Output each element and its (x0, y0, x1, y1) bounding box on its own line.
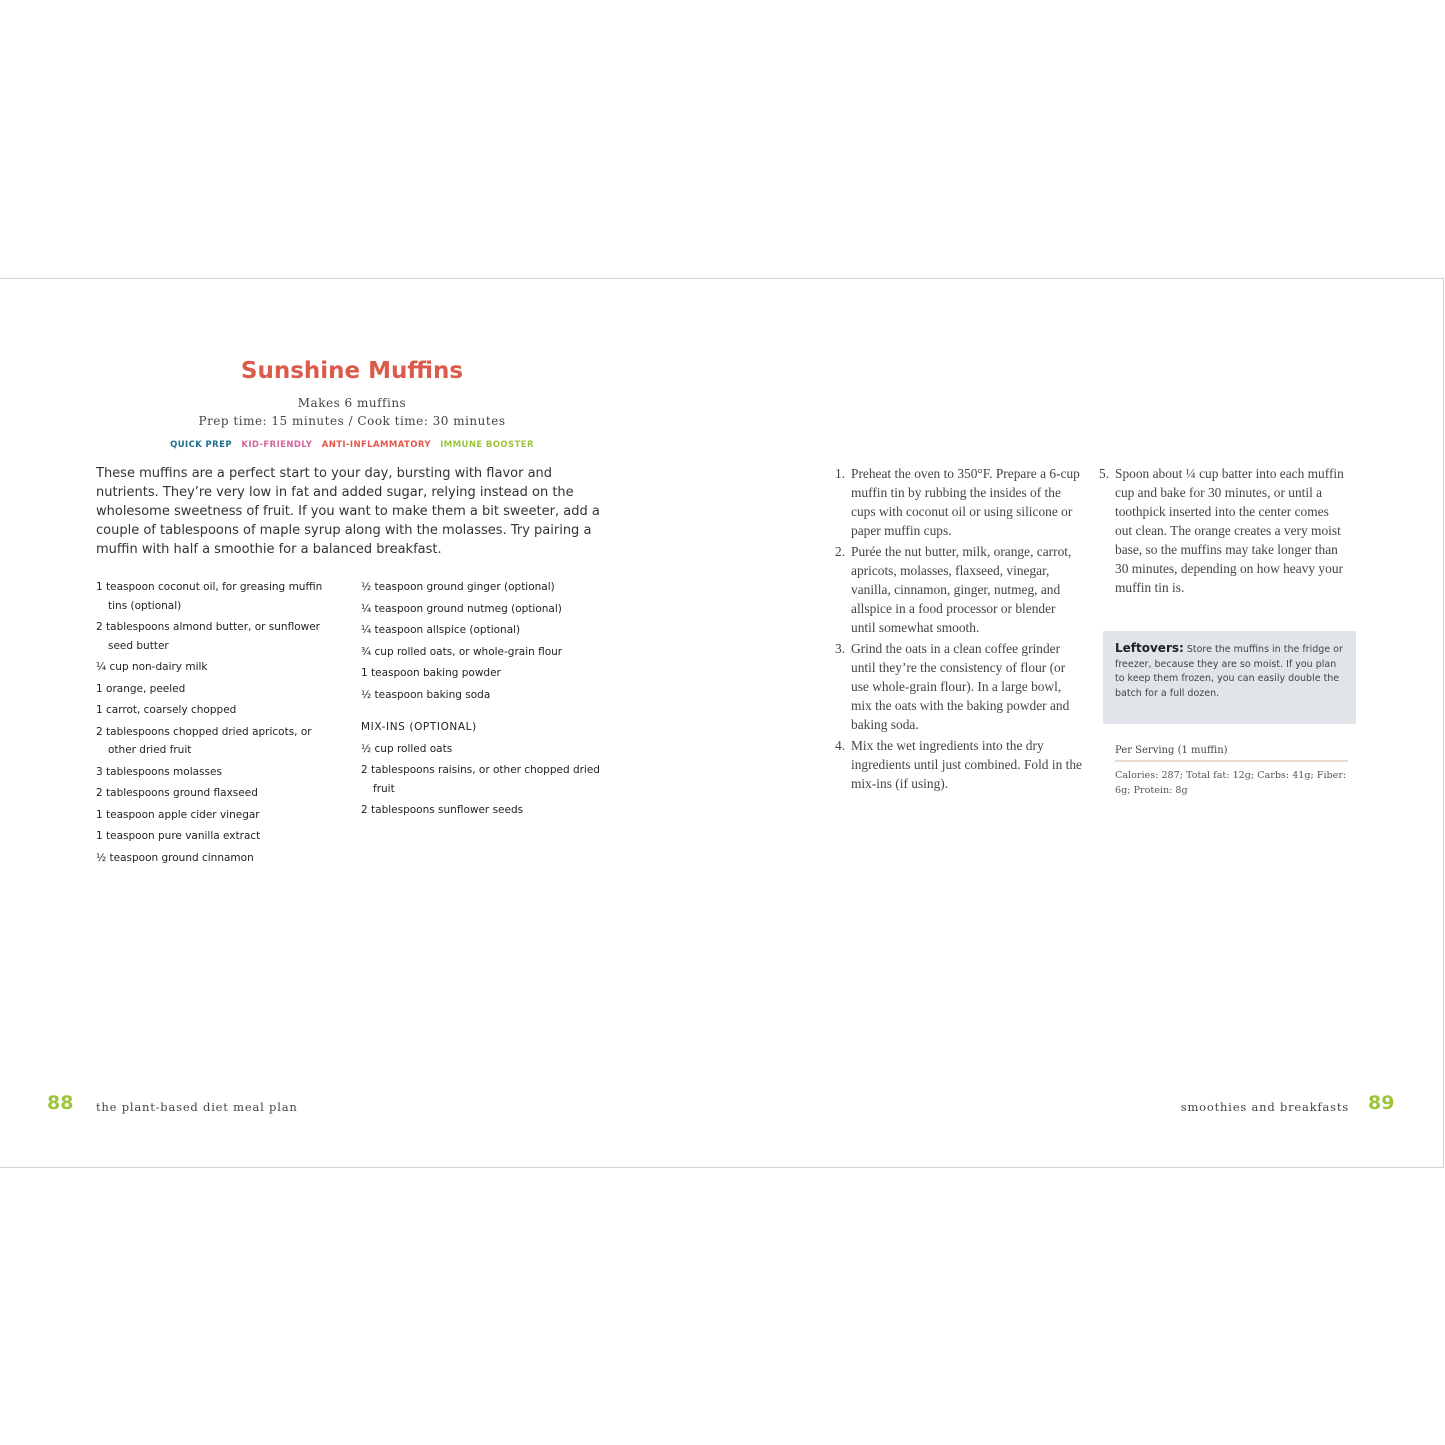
ingredient-item: 1 teaspoon coconut oil, for greasing muffin tins (optional) (96, 581, 323, 612)
step-item (835, 736, 1083, 793)
step-number: 5. (1099, 466, 1110, 481)
steps-column-2 (1099, 464, 1347, 599)
running-title-left: the plant-based diet meal plan (96, 1100, 298, 1114)
tag-immune-booster: IMMUNE BOOSTER (440, 440, 534, 450)
ingredient-item: 2 tablespoons almond butter, or sunflower seed butter (96, 621, 320, 652)
tag-anti-inflammatory: ANTI-INFLAMMATORY (321, 440, 431, 450)
mixins-heading: MIX-INS (OPTIONAL) (361, 721, 477, 733)
step-item (835, 542, 1083, 637)
recipe-tags (96, 440, 608, 450)
running-title-right: smoothies and breakfasts (1180, 1100, 1349, 1114)
ingredient-item: ¾ cup rolled oats, or whole-grain flour (361, 645, 563, 658)
ingredient-item: ½ teaspoon baking soda (361, 688, 491, 701)
step-text: Grind the oats in a clean coffee grinder until they’re the consistency of flour (or use whole-grain flour). In a large bowl, mix the oats with the baking powder and baking soda. (851, 641, 1070, 732)
recipe-title: Sunshine Muffins (240, 358, 464, 384)
tag-quick-prep: QUICK PREP (170, 440, 232, 450)
step-text: Spoon about ¼ cup batter into each muffin cup and bake for 30 minutes, or until a toothpick inserted into the center comes out clean. The orange creates a very moist base, so the muffins may take longer than 30 minutes, depending on how heavy your muffin tin is. (1115, 466, 1344, 595)
recipe-times: Prep time: 15 minutes / Cook time: 30 minutes (198, 414, 506, 428)
ingredients-column-2 (361, 578, 601, 823)
ingredients-column-1 (96, 578, 336, 870)
ingredient-item: 1 orange, peeled (96, 682, 186, 695)
step-number: 4. (835, 738, 846, 753)
step-number: 3. (835, 641, 846, 656)
leftovers-label: Leftovers: (1115, 641, 1184, 655)
ingredient-item: ¼ teaspoon ground nutmeg (optional) (361, 602, 562, 615)
ingredient-item: ¼ cup non-dairy milk (96, 661, 208, 673)
page-number-left: 88 (47, 1092, 74, 1114)
ingredient-item: 3 tablespoons molasses (96, 765, 222, 778)
recipe-intro: These muffins are a perfect start to your day, bursting with flavor and nutrients. They’re very low in fat and added sugar, relying instead on the wholesome sweetness of fruit. If you want to make them a bit sweeter, add a couple of tablespoons of maple syrup along with the molasses. Try pairing a muffin with half a smoothie for a balanced breakfast. (96, 466, 600, 557)
mixin-item: 2 tablespoons sunflower seeds (361, 804, 524, 816)
mixin-item: 2 tablespoons raisins, or other chopped dried fruit (361, 764, 600, 795)
ingredient-item: 1 teaspoon baking powder (361, 667, 501, 679)
steps-column-1 (835, 464, 1083, 795)
nutrition-heading: Per Serving (1 muffin) (1115, 745, 1348, 762)
ingredient-item: ½ teaspoon ground cinnamon (96, 851, 254, 864)
step-number: 1. (835, 466, 846, 481)
tag-kid-friendly: KID-FRIENDLY (241, 440, 313, 450)
ingredient-item: 2 tablespoons chopped dried apricots, or other dried fruit (96, 725, 312, 756)
mixin-item: ½ cup rolled oats (361, 742, 453, 755)
step-text: Purée the nut butter, milk, orange, carrot, apricots, molasses, flaxseed, vinegar, vanilla, cinnamon, ginger, nutmeg, and allspice in a food processor or blender until somewhat smooth. (851, 544, 1072, 635)
ingredient-item: 2 tablespoons ground flaxseed (96, 787, 258, 799)
page-number-right: 89 (1368, 1092, 1395, 1114)
ingredient-item: 1 carrot, coarsely chopped (96, 704, 237, 716)
ingredient-item: ¼ teaspoon allspice (optional) (361, 624, 521, 636)
step-item (1099, 464, 1347, 597)
step-item (835, 464, 1083, 540)
leftovers-box (1103, 631, 1356, 724)
ingredient-item: ½ teaspoon ground ginger (optional) (361, 581, 555, 593)
step-text: Mix the wet ingredients into the dry ingredients until just combined. Fold in the mix-ins (if using). (851, 738, 1082, 791)
step-number: 2. (835, 544, 846, 559)
leftovers-text: Store the muffins in the fridge or freezer, because they are so moist. If you plan to keep them frozen, you can easily double the batch for a full dozen. (1115, 644, 1343, 699)
step-item (835, 639, 1083, 734)
step-text: Preheat the oven to 350°F. Prepare a 6-cup muffin tin by rubbing the insides of the cups with coconut oil or using silicone or paper muffin cups. (851, 466, 1080, 538)
recipe-yield: Makes 6 muffins (297, 396, 407, 410)
ingredient-item: 1 teaspoon pure vanilla extract (96, 830, 261, 842)
ingredient-item: 1 teaspoon apple cider vinegar (96, 808, 260, 821)
nutrition-facts: Calories: 287; Total fat: 12g; Carbs: 41g; Fiber: 6g; Protein: 8g (1115, 770, 1347, 796)
